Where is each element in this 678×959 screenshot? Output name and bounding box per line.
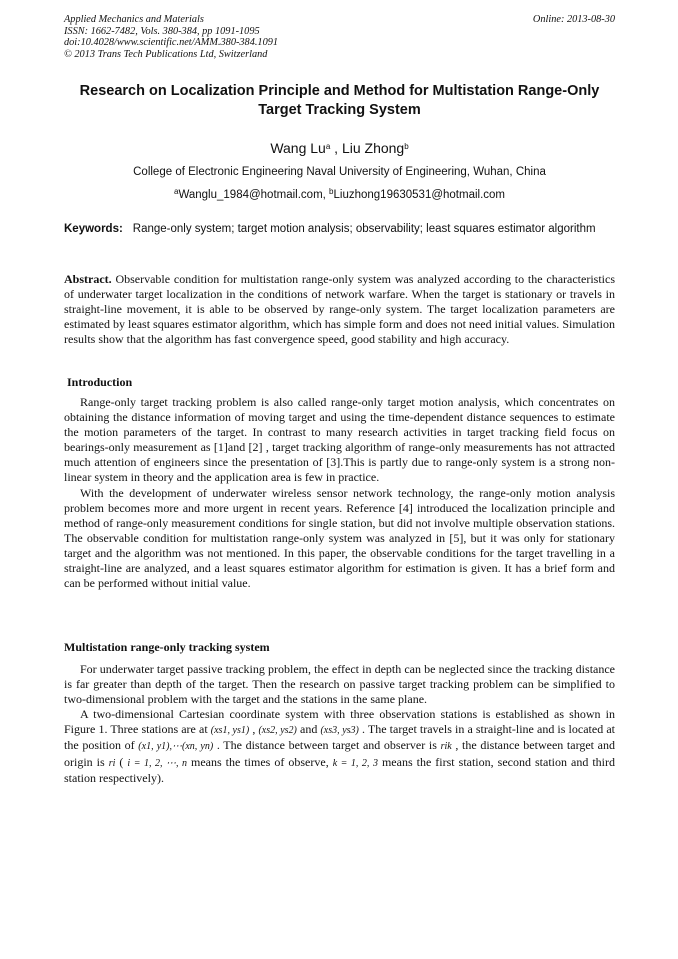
keywords-block xyxy=(64,222,615,237)
paragraph-text: . The distance between target and observer is xyxy=(213,738,441,753)
section-heading: Multistation range-only tracking system xyxy=(64,640,270,654)
author-affiliation-mark: b xyxy=(404,142,409,151)
introduction-paragraph: With the development of underwater wireless sensor network technology, the range-only motion analysis problem becomes more and more urgent in recent years. Reference [4] introduced the localization principle and method of range-only measurement conditions for single station, but did not involve multiple observation stations. The observable condition for multistation range-only system was analyzed in [5], but it was only for stationary target and the algorithm was not mentioned. In this paper, the observable conditions for the target travelling in a straight-line are analyzed, and a least squares estimator algorithm for estimation is given. It has a brief form and can be performed without initial value. xyxy=(64,485,615,591)
email-mark: b xyxy=(329,187,334,196)
station3-coordinate: (xs3, ys3) xyxy=(320,725,359,737)
email-mark: a xyxy=(173,187,179,196)
paragraph-text: means the times of observe, xyxy=(187,754,333,769)
target-positions: (x1, y1),⋯(xn, yn) xyxy=(138,741,214,753)
abstract-label: Abstract. xyxy=(64,272,112,286)
paragraph-text: . The target travels in a straight-line and is located at the position of xyxy=(64,722,615,753)
email-address: Liuzhong19630531@hotmail.com xyxy=(333,189,506,201)
author-name: Wang Lu xyxy=(270,140,326,156)
paper-title: Research on Localization Principle and Method for Multistation Range-Only Target Tracking System xyxy=(79,83,600,118)
paragraph-text: A two-dimensional Cartesian coordinate system with three observation stations is established as shown in Figure 1. Three stations are at xyxy=(64,707,615,737)
index-range: i = 1, 2, ⋯, n xyxy=(127,757,187,769)
origin-distance-symbol: ri xyxy=(108,757,116,769)
abstract-block xyxy=(64,272,615,347)
journal-name: Applied Mechanics and Materials xyxy=(64,14,204,25)
affiliation: College of Electronic Engineering Naval University of Engineering, Wuhan, China xyxy=(133,166,546,178)
station2-coordinate: (xs2, ys2) xyxy=(258,725,297,737)
email-line xyxy=(64,188,615,203)
paragraph-text: ( xyxy=(115,754,128,769)
station-index-range: k = 1, 2, 3 xyxy=(332,757,378,769)
paragraph-text: , xyxy=(249,722,259,737)
keywords-text: Range-only system; target motion analysis; observability; least squares estimator algorithm xyxy=(132,223,596,235)
introduction-body xyxy=(64,395,615,591)
section-paragraph: For underwater target passive tracking problem, the effect in depth can be neglected since the tracking distance is far greater than depth of the target. Then the research on passive target tracking problem can be simplified to two-dimensional problem with the target and the stations in the same plane. xyxy=(64,662,615,707)
keywords-label: Keywords: xyxy=(64,223,123,235)
introduction-heading: Introduction xyxy=(67,375,133,389)
issn-line: ISSN: 1662-7482, Vols. 380-384, pp 1091-1095 xyxy=(64,25,260,37)
station1-coordinate: (xs1, ys1) xyxy=(210,725,250,737)
copyright-line: © 2013 Trans Tech Publications Ltd, Switzerland xyxy=(64,48,268,60)
abstract-text: Observable condition for multistation range-only system was analyzed according to the characteristics of underwater target localization in the conditions of network warfare. When the target is stationary or travels in straight-line movement, it is able to be observed by range-only system. The target localization parameters are estimated by least squares estimator algorithm, which has simple form and does not need initial values. Simulation results show that the algorithm has fast convergence speed, good stability and high accuracy. xyxy=(64,272,615,347)
distance-symbol: rik xyxy=(440,741,452,753)
doi-line: doi:10.4028/www.scientific.net/AMM.380-384.1091 xyxy=(64,37,279,48)
online-date: Online: 2013-08-30 xyxy=(532,14,615,25)
introduction-paragraph: Range-only target tracking problem is also called range-only target motion analysis, which concentrates on obtaining the distance information of moving target and using the time-dependent distance sequences to estimate the motion parameters of the target. In contrast to many research activities in target tracking field focus on bearings-only measurement as [1]and [2] , target tracking algorithm of range-only measurements has not attracted much attention of engineers since the presentation of [3].This is partly due to range-only system is a strong non-linear system in theory and the application area is few in practice. xyxy=(64,395,615,485)
email-address: Wanglu_1984@hotmail.com, xyxy=(178,189,330,201)
author-separator: , xyxy=(330,140,342,156)
paragraph-text: , the distance between target and origin is xyxy=(64,738,616,769)
paragraph-text: means the first station, second station and third station respectively). xyxy=(64,754,616,785)
paragraph-text: and xyxy=(296,722,321,737)
author-line xyxy=(64,139,615,157)
journal-metadata xyxy=(64,14,278,60)
section-body xyxy=(64,662,615,786)
author-name: Liu Zhong xyxy=(341,140,405,156)
author-affiliation-mark: a xyxy=(325,142,331,151)
section-paragraph xyxy=(64,707,615,785)
